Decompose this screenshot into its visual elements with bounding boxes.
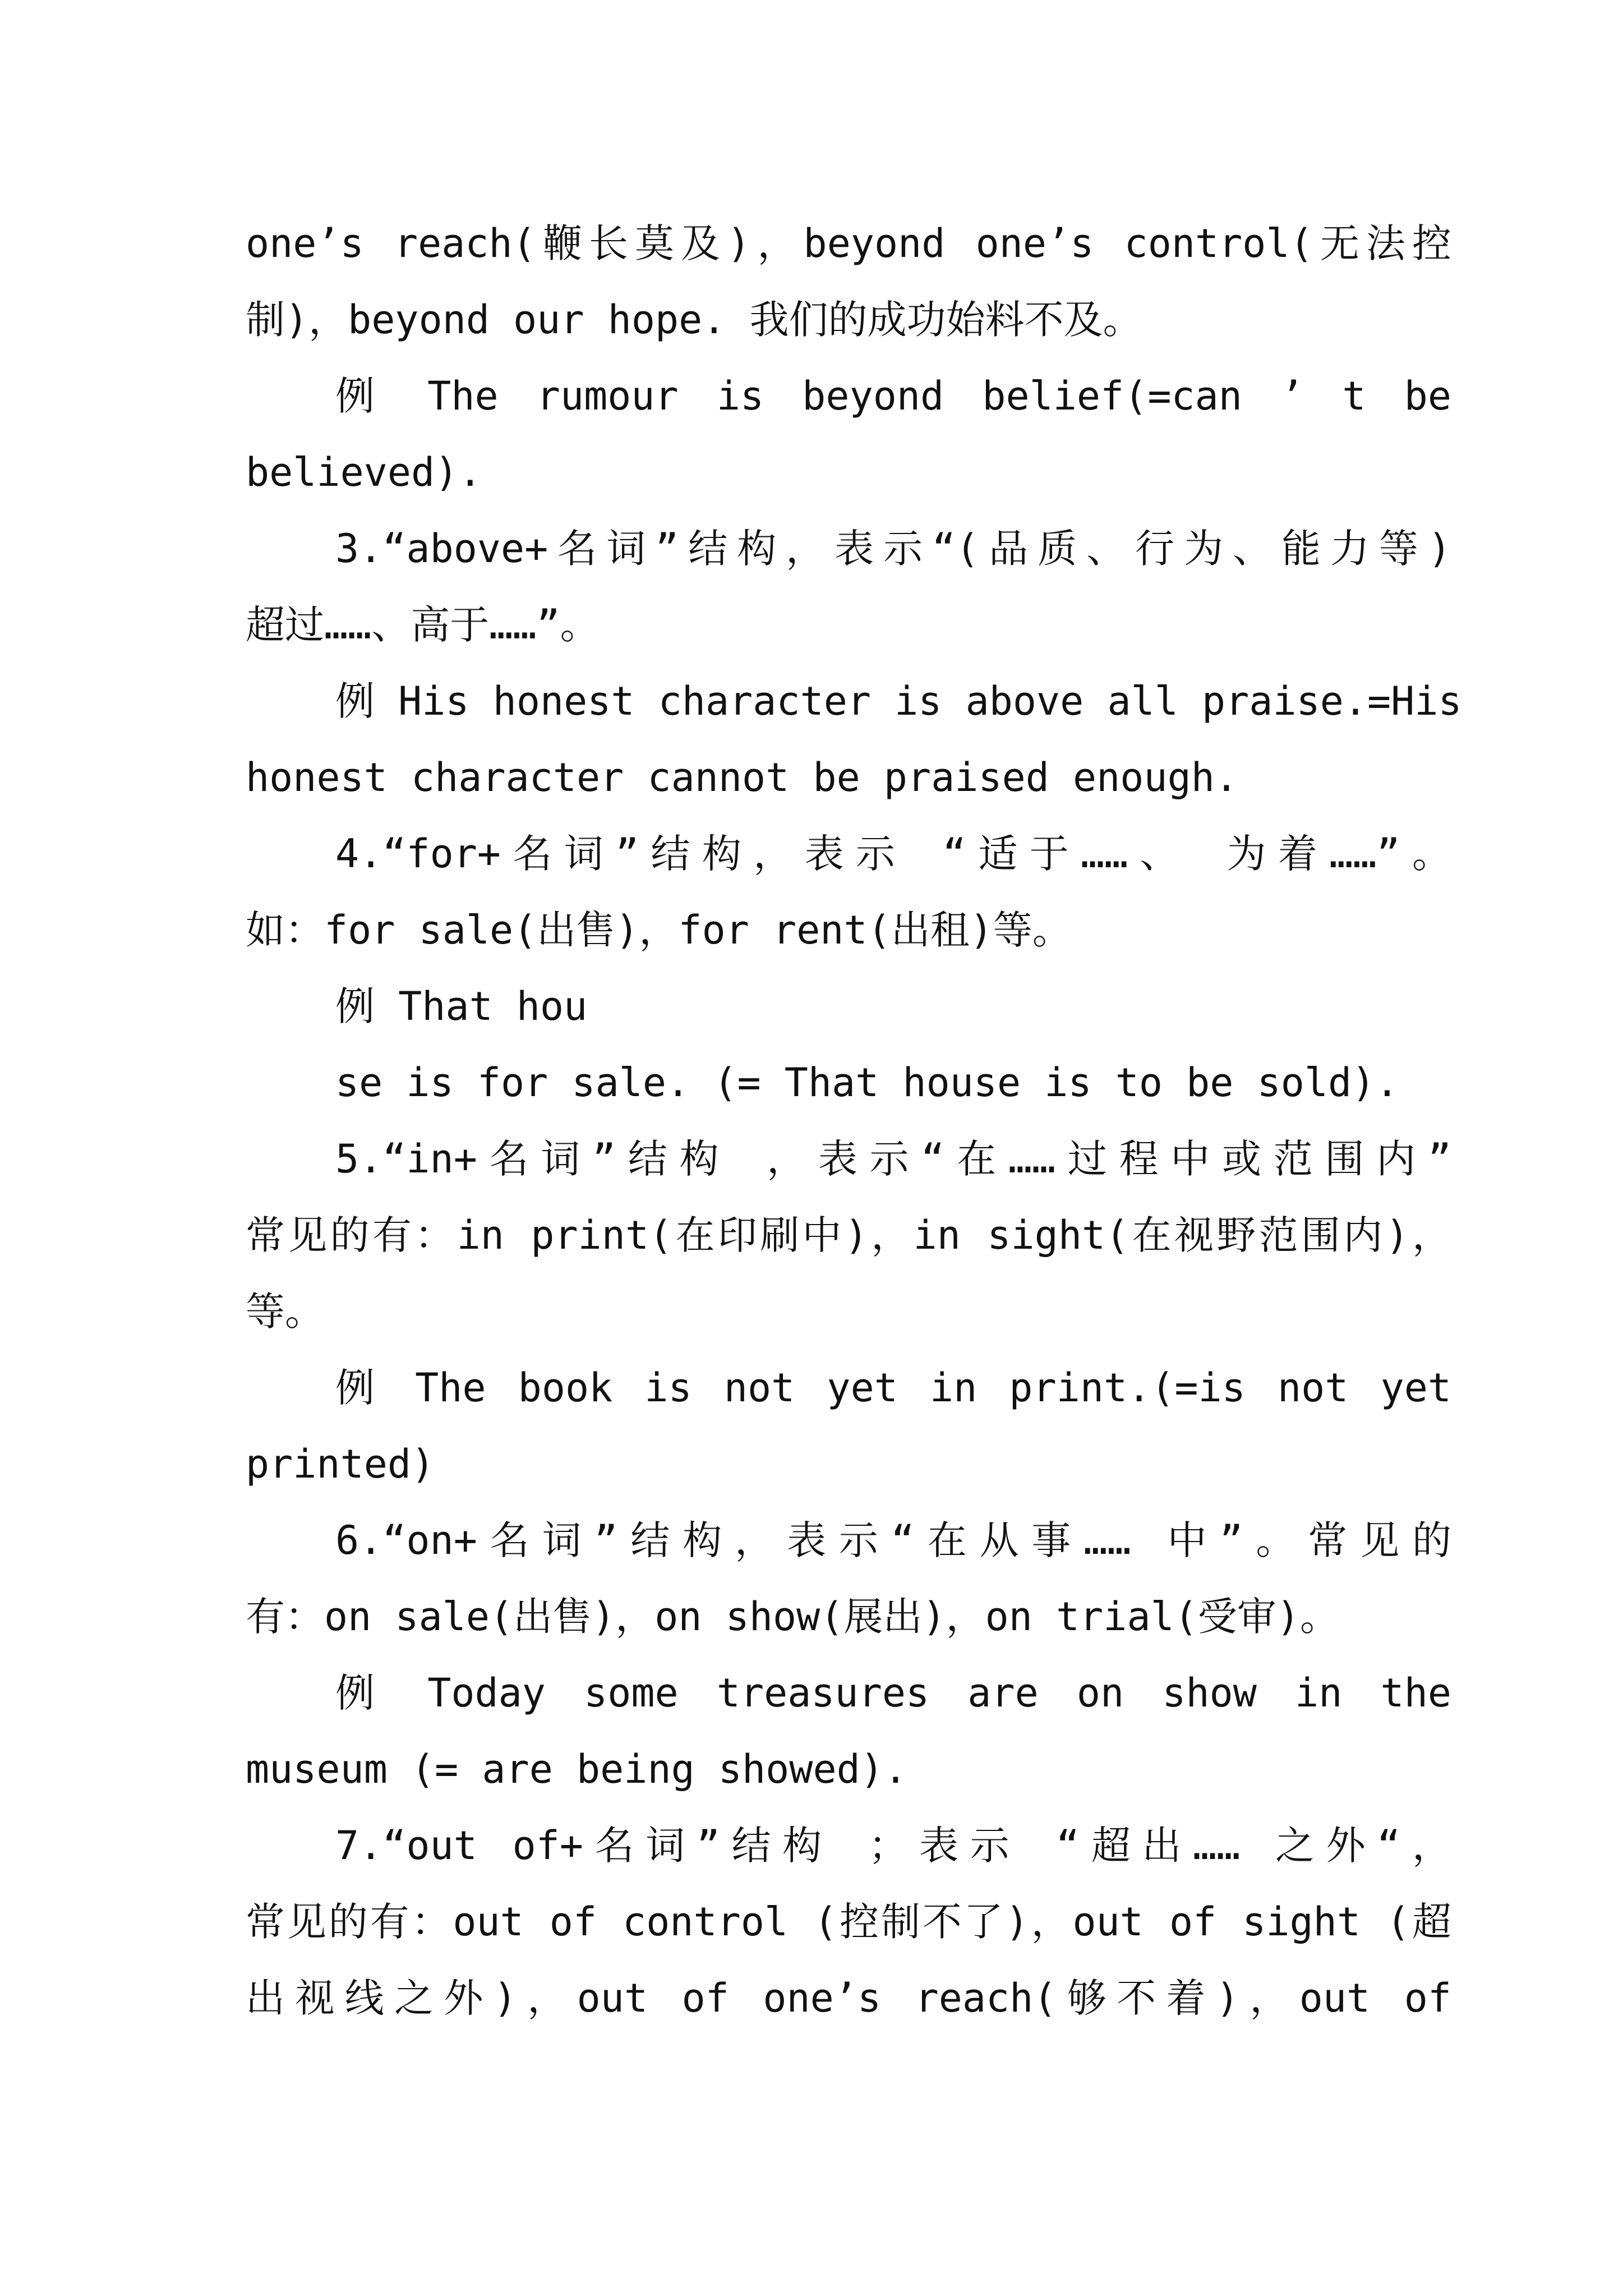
text-line: 超过……、高于……”。 [246,602,600,648]
text-line: 6.“on+名词”结构，表示“在从事…… 中”。常见的 [335,1517,1451,1563]
text-line: 例 The rumour is beyond belief(=can ’ t be [335,373,1451,419]
text-line: 7.“out of+名词”结构 ；表示 “超出…… 之外“， [335,1823,1451,1869]
text-line: 例 His honest character is above all praise.=His [335,678,1462,724]
text-line: 如：for sale(出售)，for rent(出租)等。 [246,907,1072,953]
text-line: one’s reach(鞭长莫及)，beyond one’s control(无法控 [246,220,1451,266]
text-line: 5.“in+名词”结构 ，表示“在……过程中或范围内” [335,1136,1451,1182]
text-line: 制)，beyond our hope. 我们的成功始料不及。 [246,297,1142,343]
text-line: 等。 [246,1289,324,1335]
text-line: 有：on sale(出售)，on show(展出)，on trial(受审)。 [246,1594,1340,1640]
text-line: printed) [246,1441,435,1487]
text-line: 常见的有：in print(在印刷中)，in sight(在视野范围内)， [246,1212,1451,1258]
text-line: 例 Today some treasures are on show in the [335,1670,1451,1716]
text-line: 出视线之外)，out of one’s reach(够不着)，out of [246,1975,1451,2021]
text-line: 3.“above+名词”结构，表示“(品质、行为、能力等) [335,526,1451,572]
text-line: se is for sale. (= That house is to be sold). [335,1060,1399,1106]
text-line: believed). [246,449,482,495]
text-line: honest character cannot be praised enough. [246,754,1239,800]
text-line: museum (= are being showed). [246,1746,908,1792]
text-line: 例 That hou [335,983,588,1029]
text-line: 例 The book is not yet in print.(=is not yet [335,1365,1451,1411]
text-line: 常见的有：out of control (控制不了)，out of sight (超 [246,1899,1451,1945]
text-line: 4.“for+名词”结构，表示 “适于……、 为着……”。 [335,831,1451,877]
